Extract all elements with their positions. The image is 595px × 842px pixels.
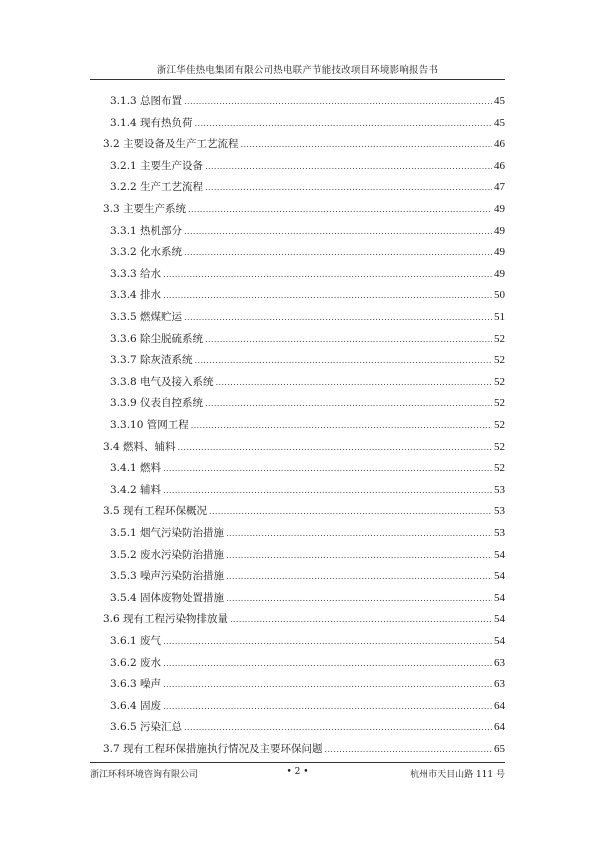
toc-entry-title: 3.4.2 辅料 [110,483,162,496]
toc-entry[interactable] [110,591,505,605]
toc-entry-page: 54 [494,613,505,626]
toc-leader-dots [184,225,492,239]
toc-entry[interactable] [110,159,505,173]
toc-entry[interactable] [110,677,505,691]
toc-entry[interactable] [110,548,505,562]
toc-leader-dots [230,613,492,627]
toc-entry-title: 3.6.4 固废 [110,699,162,712]
toc-entry-title: 3.5.3 噪声污染防治措施 [110,570,225,583]
toc-leader-dots [226,570,492,584]
toc-leader-dots [163,462,492,476]
toc-entry-title: 3.6 现有工程污染物排放量 [103,613,229,626]
toc-entry-title: 3.1.3 总图布置 [110,95,183,107]
toc-leader-dots [163,268,492,282]
toc-entry-page: 54 [494,635,505,647]
toc-entry-page: 64 [494,699,505,712]
toc-entry-page: 63 [494,656,505,669]
toc-entry[interactable] [103,504,505,518]
toc-entry-title: 3.7 现有工程环保措施执行情况及主要环保问题 [103,743,323,755]
toc-entry-page: 65 [494,743,505,755]
toc-leader-dots [195,117,492,131]
running-header: 浙江华佳热电集团有限公司热电联产节能技改项目环境影响报告书 [90,62,505,80]
toc-entry-page: 54 [494,548,505,561]
table-of-contents [0,94,595,754]
toc-leader-dots [205,333,492,347]
toc-entry-title: 3.2.1 主要生产设备 [110,159,204,172]
toc-entry-title: 3.6.3 噪声 [110,678,162,691]
toc-entry-page: 49 [494,267,505,280]
toc-entry-title: 3.2.2 生产工艺流程 [110,181,204,194]
footer-address: 杭州市天目山路 111 号 [410,770,505,780]
toc-entry[interactable] [110,267,505,281]
toc-leader-dots [205,397,492,411]
toc-entry[interactable] [110,656,505,670]
toc-leader-dots [184,246,492,260]
toc-entry-title: 3.6.2 废水 [110,656,162,669]
toc-leader-dots [163,635,492,649]
toc-entry-title: 3.6.1 废气 [110,635,162,647]
toc-leader-dots [184,95,492,109]
toc-leader-dots [188,203,492,217]
toc-entry-title: 3.3.5 燃煤贮运 [110,311,183,323]
toc-leader-dots [205,181,492,195]
toc-entry[interactable] [110,116,505,130]
toc-leader-dots [163,700,492,714]
toc-leader-dots [209,505,492,519]
toc-entry-page: 54 [494,591,505,604]
toc-leader-dots [226,549,492,563]
toc-entry-page: 49 [494,224,505,237]
toc-leader-dots [191,419,492,433]
toc-entry[interactable] [110,634,505,648]
toc-leader-dots [163,484,492,498]
toc-entry[interactable] [110,224,505,238]
toc-entry[interactable] [110,288,505,302]
toc-entry-page: 53 [494,505,505,518]
toc-leader-dots [241,138,492,152]
toc-entry-title: 3.2 主要设备及生产工艺流程 [103,138,239,151]
toc-entry-page: 53 [494,527,505,539]
toc-entry[interactable] [110,375,505,389]
toc-leader-dots [163,657,492,671]
page-number: • 2 • [286,767,309,777]
toc-entry-page: 52 [494,332,505,345]
toc-entry[interactable] [110,526,505,540]
toc-leader-dots [205,160,492,174]
toc-leader-dots [195,354,492,368]
toc-entry-title: 3.3.3 给水 [110,267,162,280]
toc-entry-title: 3.3.10 管网工程 [110,419,189,431]
toc-entry-page: 46 [494,138,505,151]
toc-entry[interactable] [103,612,505,626]
toc-leader-dots [163,678,492,692]
toc-entry[interactable] [103,742,505,756]
toc-entry-title: 3.3.7 除灰渣系统 [110,354,193,367]
toc-entry-title: 3.3.6 除尘脱硫系统 [110,332,204,345]
toc-entry-title: 3.4.1 燃料 [110,462,162,475]
toc-entry[interactable] [110,418,505,432]
page-footer [90,762,505,780]
toc-entry-page: 52 [494,375,505,388]
toc-entry-page: 46 [494,159,505,172]
toc-entry-page: 52 [494,462,505,475]
toc-entry[interactable] [110,569,505,583]
toc-entry[interactable] [110,353,505,367]
toc-entry-page: 52 [494,397,505,410]
toc-entry-title: 3.5.2 废水污染防治措施 [110,548,225,561]
toc-entry-page: 45 [494,116,505,129]
toc-leader-dots [178,441,492,455]
toc-entry-title: 3.3.9 仪表自控系统 [110,397,204,410]
toc-entry-title: 3.5.1 烟气污染防治措施 [110,527,225,539]
toc-leader-dots [184,311,492,325]
toc-entry-title: 3.6.5 污染汇总 [110,721,183,734]
toc-entry-title: 3.3.8 电气及接入系统 [110,375,214,388]
toc-entry[interactable] [110,699,505,713]
toc-entry[interactable] [110,461,505,475]
toc-entry-page: 47 [494,181,505,194]
toc-entry-page: 50 [494,289,505,302]
toc-entry-page: 52 [494,440,505,453]
toc-leader-dots [184,721,492,735]
toc-entry[interactable] [110,396,505,410]
toc-entry[interactable] [103,440,505,454]
toc-entry[interactable] [110,720,505,734]
toc-entry[interactable] [103,137,505,151]
toc-entry-title: 3.3.2 化水系统 [110,246,183,259]
toc-entry-title: 3.5.4 固体废物处置措施 [110,591,225,604]
toc-entry-title: 3.3.4 排水 [110,289,162,302]
toc-entry[interactable] [110,94,505,108]
toc-entry-title: 3.4 燃料、辅料 [103,440,176,453]
toc-entry[interactable] [103,202,505,216]
toc-leader-dots [163,289,492,303]
toc-leader-dots [325,743,492,757]
footer-company: 浙江环科环境咨询有限公司 [90,770,199,780]
toc-entry-page: 53 [494,483,505,496]
toc-entry-page: 64 [494,721,505,734]
toc-entry-page: 52 [494,419,505,431]
toc-entry[interactable] [110,332,505,346]
toc-entry-title: 3.3 主要生产系统 [103,203,187,215]
toc-entry-title: 3.1.4 现有热负荷 [110,116,193,129]
toc-leader-dots [226,527,492,541]
toc-entry-page: 52 [494,354,505,367]
toc-entry[interactable] [110,180,505,194]
toc-entry-page: 49 [494,246,505,259]
toc-entry[interactable] [110,310,505,324]
toc-entry[interactable] [110,483,505,497]
toc-entry-page: 54 [494,570,505,583]
toc-entry-page: 51 [494,311,505,323]
toc-entry-title: 3.3.1 热机部分 [110,224,183,237]
toc-entry-page: 63 [494,678,505,691]
toc-entry[interactable] [110,245,505,259]
toc-leader-dots [216,376,492,390]
toc-entry-page: 49 [494,203,505,215]
toc-entry-page: 45 [494,95,505,107]
toc-entry-title: 3.5 现有工程环保概况 [103,505,208,518]
toc-leader-dots [226,592,492,606]
